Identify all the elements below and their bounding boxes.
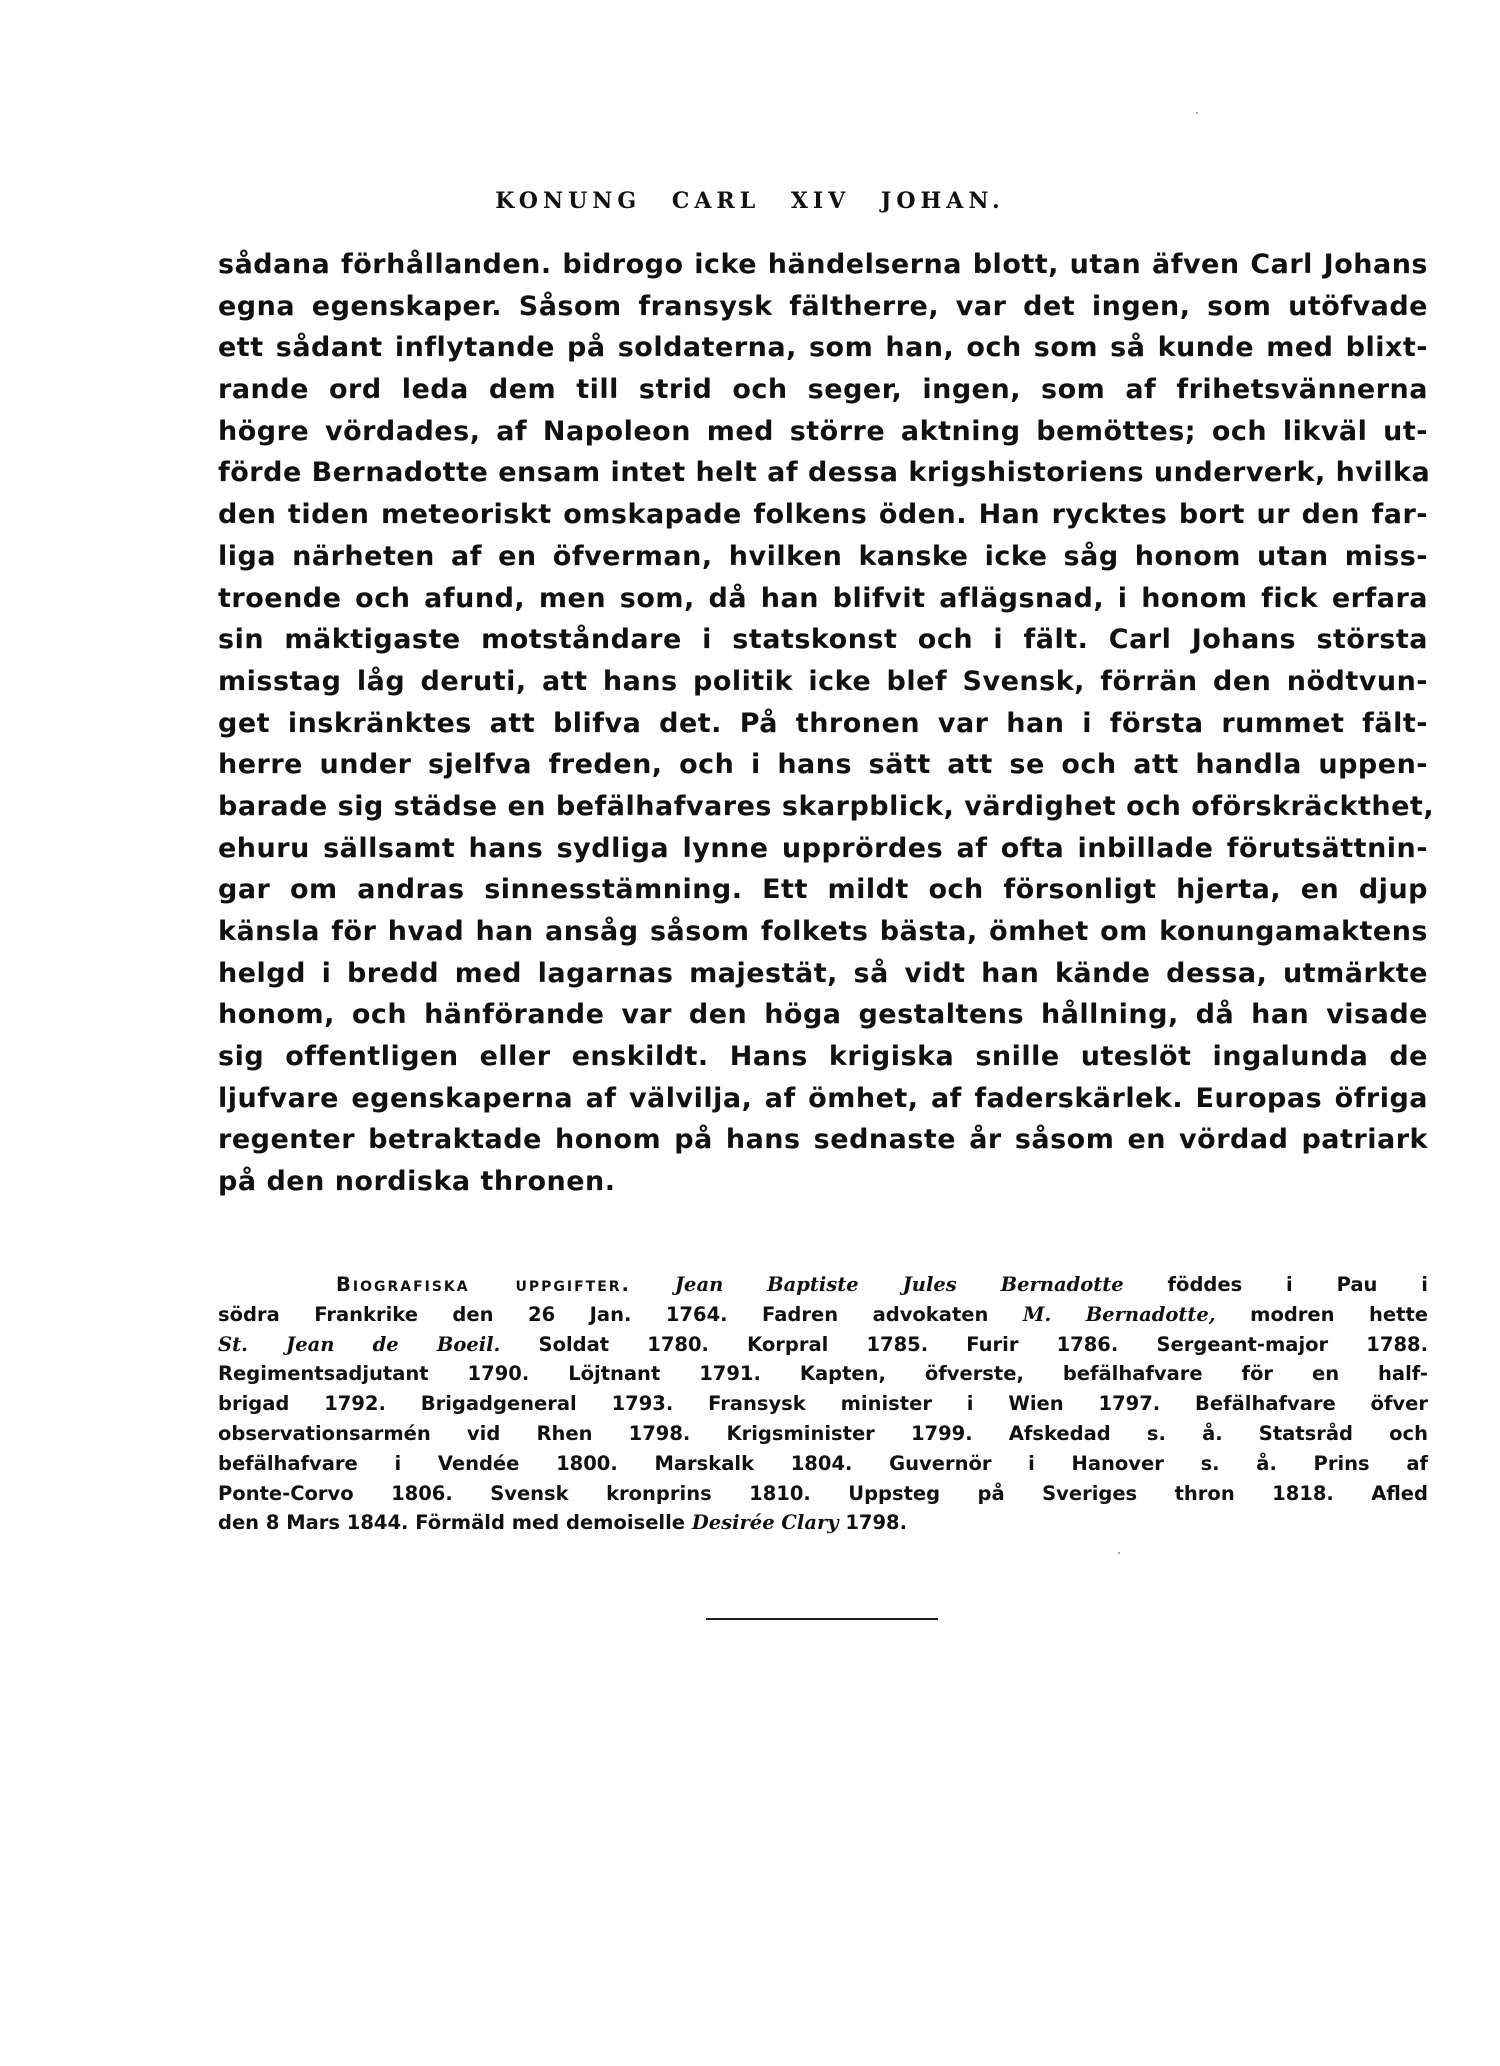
text-line: helgd i bredd med lagarnas majestät, så vidt han kände dessa, utmärkte	[218, 957, 1428, 989]
text-line: barade sig städse en befälhafvares skarpblick, värdighet och oförskräckthet,	[218, 790, 1435, 822]
italic-name: M. Bernadotte,	[1022, 1302, 1216, 1326]
bio-line	[218, 1389, 1428, 1419]
bio-text: Soldat 1780. Korpral 1785. Furir 1786. Sergeant-major 1788.	[500, 1332, 1428, 1356]
text-line: herre under sjelfva freden, och i hans sätt att se och att handla uppen-	[218, 749, 1428, 781]
bio-heading: Biografiska uppgifter.	[336, 1273, 631, 1296]
text-line: misstag låg deruti, att hans politik icke blef Svensk, förrän den nödtvun-	[218, 665, 1428, 697]
bio-text: brigad 1792. Brigadgeneral 1793. Fransysk minister i Wien 1797. Befälhafvare öfver	[218, 1392, 1428, 1416]
bio-text: Ponte-Corvo 1806. Svensk kronprins 1810. Uppsteg på Sveriges thron 1818. Afled	[218, 1481, 1428, 1505]
bio-text: observationsarmén vid Rhen 1798. Krigsminister 1799. Afskedad s. å. Statsråd och	[218, 1421, 1428, 1445]
text-line: på den nordiska thronen.	[218, 1166, 616, 1198]
text-line: egna egenskaper. Såsom fransysk fältherre, var det ingen, som utöfvade	[218, 290, 1428, 322]
text-line: högre vördades, af Napoleon med större aktning bemöttes; och likväl ut-	[218, 415, 1428, 447]
bio-text: modren hette	[1215, 1302, 1429, 1326]
text-line: sådana förhållanden. bidrogo icke händelserna blott, utan äfven Carl Johans	[218, 249, 1428, 280]
bio-text: föddes i Pau i	[1123, 1273, 1428, 1296]
text-line: sig offentligen eller enskildt. Hans krigiska snille uteslöt ingalunda de	[218, 1041, 1428, 1073]
text-line: känsla för hvad han ansåg såsom folkets bästa, ömhet om konungamaktens	[218, 916, 1428, 947]
text-line: liga närheten af en öfverman, hvilken kanske icke såg honom utan miss-	[218, 540, 1428, 572]
paper-speck	[1118, 1552, 1120, 1554]
text-line: den tiden meteoriskt omskapade folkens öden. Han rycktes bort ur den far-	[218, 499, 1428, 531]
biographical-note	[218, 1270, 1428, 1538]
text-line: honom, och hänförande var den höga gestaltens hållning, då han visade	[218, 999, 1428, 1031]
bio-text: den 8 Mars 1844. Förmäld med demoiselle	[218, 1511, 692, 1535]
text-line: regenter betraktade honom på hans sednaste år såsom en vördad patriark	[218, 1124, 1428, 1156]
bio-line	[218, 1300, 1428, 1330]
bio-text: 1798.	[838, 1511, 908, 1535]
bio-text: Regimentsadjutant 1790. Löjtnant 1791. Kapten, öfverste, befälhafvare för en half-	[218, 1362, 1428, 1386]
text-line: troende och afund, men som, då han blifvit aflägsnad, i honom fick erfara	[218, 582, 1428, 614]
text-line: sin mäktigaste motståndare i statskonst och i fält. Carl Johans största	[218, 624, 1428, 656]
bio-line	[218, 1479, 1428, 1509]
text-line: förde Bernadotte ensam intet helt af dessa krigshistoriens underverk, hvilka	[218, 457, 1431, 489]
bio-text: södra Frankrike den 26 Jan. 1764. Fadren advokaten	[218, 1302, 1023, 1326]
italic-name: Desirée Clary	[691, 1511, 839, 1535]
text-line: ehuru sällsamt hans sydliga lynne upprördes af ofta inbillade förutsättnin-	[218, 832, 1428, 864]
bio-line	[218, 1449, 1428, 1479]
running-head: KONUNG CARL XIV JOHAN.	[495, 188, 1005, 214]
italic-name: Jean Baptiste Jules Bernadotte	[674, 1273, 1124, 1296]
bio-line	[218, 1419, 1428, 1449]
bio-text: befälhafvare i Vendée 1800. Marskalk 1804. Guvernör i Hanover s. å. Prins af	[218, 1451, 1428, 1475]
bio-line	[218, 1359, 1428, 1389]
bio-line	[218, 1330, 1428, 1360]
bio-line	[218, 1508, 1428, 1538]
text-line: get inskränktes att blifva det. På thronen var han i första rummet fält-	[218, 707, 1428, 739]
text-line: rande ord leda dem till strid och seger, ingen, som af frihetsvännerna	[218, 374, 1428, 406]
text-line: gar om andras sinnesstämning. Ett mildt och försonligt hjerta, en djup	[218, 874, 1428, 906]
text-line: ett sådant inflytande på soldaterna, som han, och som så kunde med blixt-	[218, 332, 1428, 364]
bio-line	[218, 1270, 1428, 1300]
section-end-rule	[706, 1618, 938, 1620]
text-line: ljufvare egenskaperna af välvilja, af ömhet, af faderskärlek. Europas öfriga	[218, 1082, 1428, 1114]
paper-speck	[1196, 112, 1198, 114]
main-paragraph	[218, 244, 1435, 1203]
italic-name: St. Jean de Boeil.	[218, 1332, 501, 1356]
